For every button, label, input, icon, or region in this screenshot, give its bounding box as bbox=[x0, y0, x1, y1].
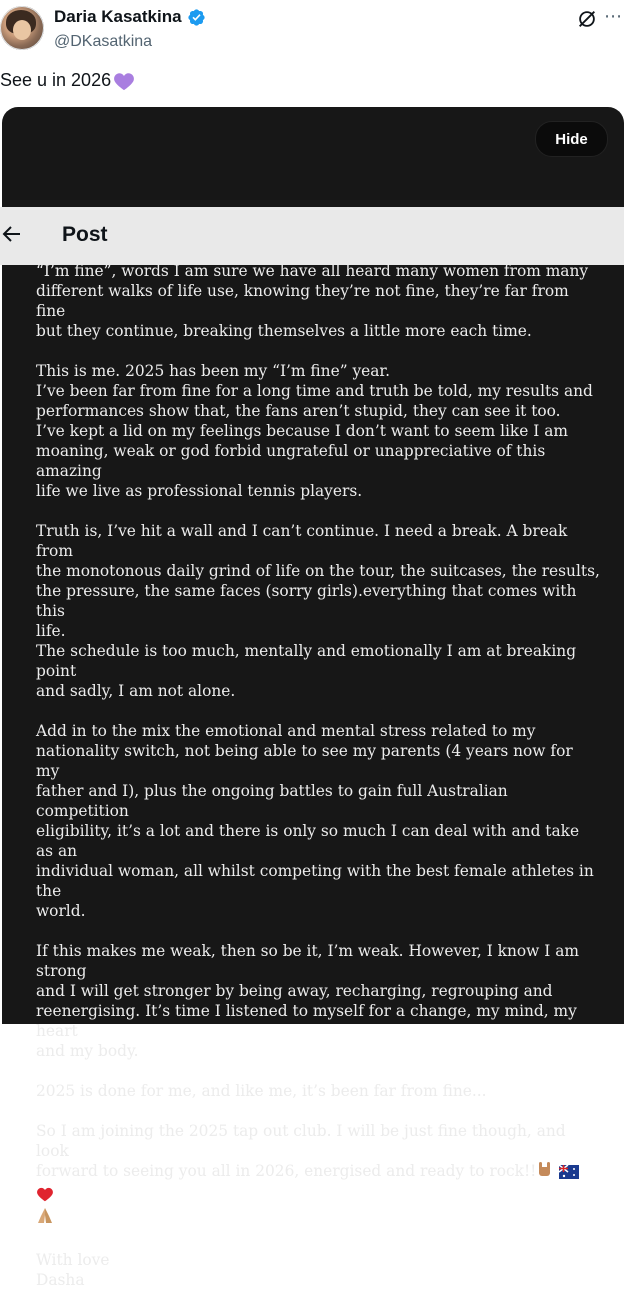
author-name[interactable]: Daria Kasatkina bbox=[54, 7, 182, 26]
australia-flag-icon bbox=[559, 1164, 579, 1184]
avatar[interactable] bbox=[0, 6, 44, 50]
verified-badge-icon bbox=[187, 8, 206, 27]
grok-icon[interactable] bbox=[576, 8, 598, 30]
paragraph bbox=[36, 1121, 600, 1230]
tweet-text bbox=[0, 70, 135, 91]
statement-text bbox=[36, 261, 600, 1310]
hide-button[interactable]: Hide bbox=[535, 121, 608, 157]
back-arrow-icon bbox=[2, 224, 22, 244]
paragraph: If this makes me weak, then so be it, I’m weak. However, I know I am strong and I will get stronger by being away, recharging, regrouping and reenergising. It’s time I listened to myself for a change, my mind, my heart and my body. bbox=[36, 942, 579, 1060]
avatar-ring bbox=[0, 6, 44, 50]
author-row bbox=[54, 7, 206, 27]
post-title: Post bbox=[62, 223, 108, 246]
paragraph-text: So I am joining the 2025 tap out club. I will be just fine though, and look forward to seeing you all in 2026, energised and ready to rock!! bbox=[36, 1122, 566, 1180]
paragraph: Add in to the mix the emotional and mental stress related to my nationality switch, not being able to see my parents (4 years now for my father and I), plus the ongoing battles to gain full Australian competition eligibility, it’s a lot and there is only so much I can deal with and take as an individual woman, all whilst competing with the best female athletes in the world. bbox=[36, 722, 594, 920]
tweet-text-content: See u in 2026 bbox=[0, 70, 112, 90]
paragraph: 2025 is done for me, and like me, it’s been far from fine... bbox=[36, 1082, 487, 1100]
paragraph: “I’m fine”, words I am sure we have all heard many women from many different walks of life use, knowing they’re not fine, they’re far from fine but they continue, breaking themselves a little more each time. bbox=[36, 262, 589, 340]
more-options-icon[interactable]: ⋯ bbox=[604, 6, 623, 26]
folded-hands-icon bbox=[36, 1207, 54, 1230]
purple-heart-icon bbox=[113, 71, 135, 91]
rock-hand-icon bbox=[536, 1161, 554, 1184]
red-heart-icon bbox=[36, 1186, 54, 1207]
author-handle[interactable]: @DKasatkina bbox=[54, 33, 153, 50]
paragraph: This is me. 2025 has been my “I’m fine” year. I’ve been far from fine for a long time and truth be told, my results and performances show that, the fans aren’t stupid, they can see it too. I’ve kept a lid on my feelings because I don’t want to seem like I am moaning, weak or god forbid ungrateful or unappreciative of this amazing life we live as professional tennis players. bbox=[36, 362, 593, 500]
paragraph: Truth is, I’ve hit a wall and I can’t continue. I need a break. A break from the monotonous daily grind of life on the tour, the suitcases, the results, the pressure, the same faces (sorry girls).everything that comes with this life. The schedule is too much, mentally and emotionally I am at breaking point and sadly, I am not alone. bbox=[36, 522, 600, 700]
paragraph: With love Dasha bbox=[36, 1251, 110, 1289]
